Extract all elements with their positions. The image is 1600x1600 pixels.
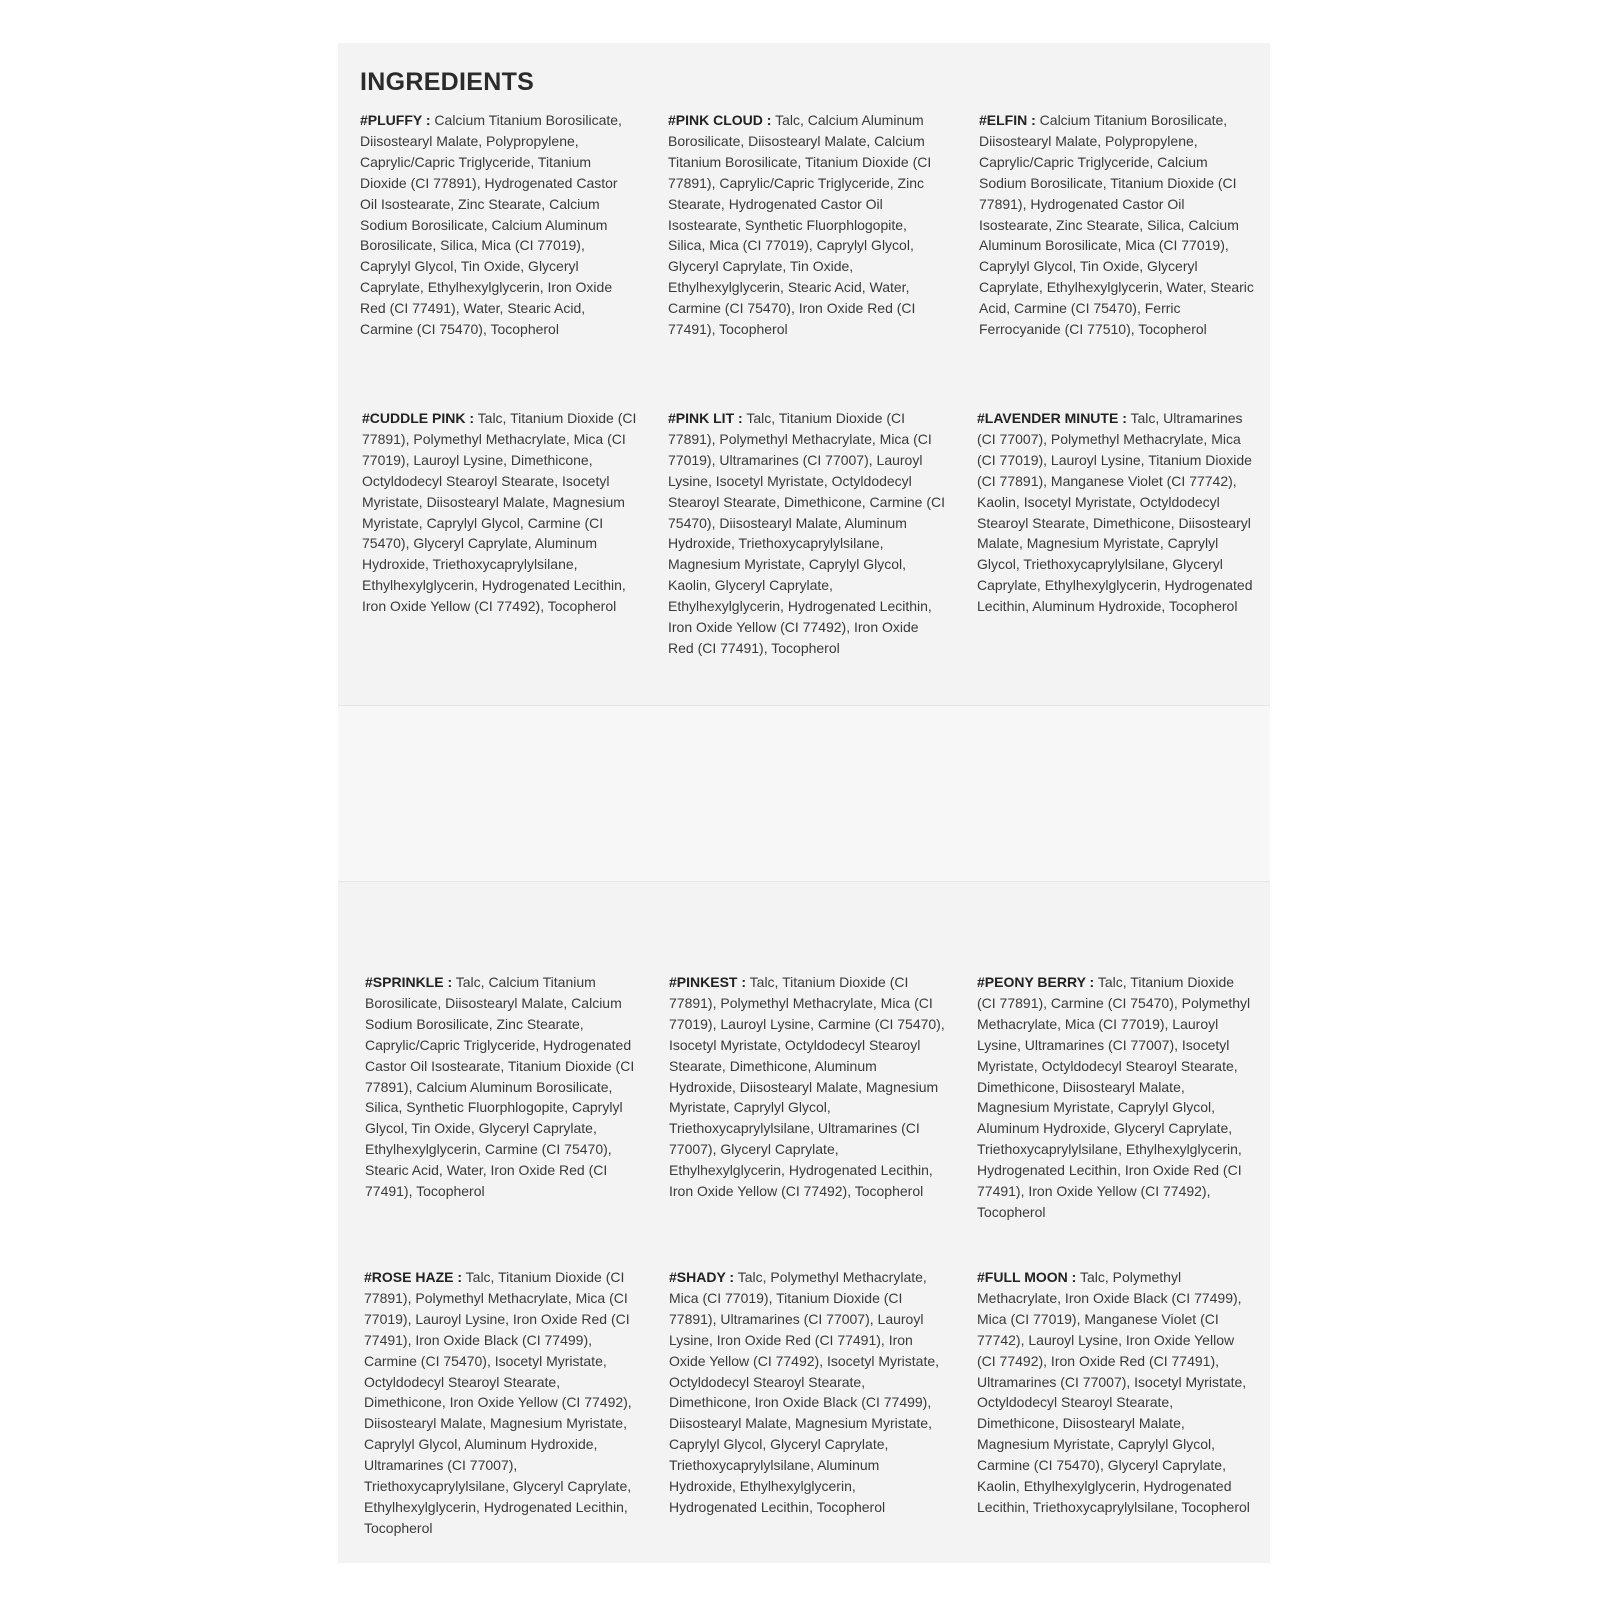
ingredient-list: Talc, Calcium Aluminum Borosilicate, Diisostearyl Malate, Calcium Titanium Borosilicate, Titanium Dioxide (CI 77891), Caprylic/Capric Triglyceride, Zinc Stearate, Hydrogenated Castor Oil Isostearate, Synthetic Fluorphlogopite, Silica, Mica (CI 77019), Caprylyl Glycol, Glyceryl Caprylate, Tin Oxide, Ethylhexylglycerin, Stearic Acid, Water, Carmine (CI 75470), Iron Oxide Red (CI 77491), Tocopherol <box>668 112 932 338</box>
shade-name: #FULL MOON : <box>977 1269 1077 1285</box>
shade-name: #ROSE HAZE : <box>364 1269 463 1285</box>
shade-name: #SHADY : <box>669 1269 735 1285</box>
ingredient-list: Talc, Calcium Titanium Borosilicate, Diisostearyl Malate, Calcium Sodium Borosilicate, Zinc Stearate, Caprylic/Capric Triglyceride, Hydrogenated Castor Oil Isostearate, Titanium Dioxide (CI 77891), Calcium Aluminum Borosilicate, Silica, Synthetic Fluorphlogopite, Caprylyl Glycol, Tin Oxide, Glyceryl Caprylate, Ethylhexylglycerin, Carmine (CI 75470), Stearic Acid, Water, Iron Oxide Red (CI 77491), Tocopherol <box>365 974 635 1200</box>
ingredient-entry-shady <box>669 1267 947 1518</box>
shade-name: #CUDDLE PINK : <box>362 410 475 426</box>
ingredient-entry-peony-berry <box>977 972 1255 1223</box>
ingredient-entry-full-moon <box>977 1267 1255 1518</box>
ingredient-list: Talc, Titanium Dioxide (CI 77891), Polymethyl Methacrylate, Mica (CI 77019), Lauroyl Lysine, Iron Oxide Red (CI 77491), Iron Oxide Black (CI 77499), Carmine (CI 75470), Isocetyl Myristate, Octyldodecyl Stearoyl Stearate, Dimethicone, Iron Oxide Yellow (CI 77492), Diisostearyl Malate, Magnesium Myristate, Caprylyl Glycol, Aluminum Hydroxide, Ultramarines (CI 77007), Triethoxycaprylylsilane, Glyceryl Caprylate, Ethylhexylglycerin, Hydrogenated Lecithin, Tocopherol <box>364 1269 632 1536</box>
ingredient-entry-pink-cloud <box>668 110 946 340</box>
shade-name: #ELFIN : <box>979 112 1036 128</box>
ingredient-list: Talc, Titanium Dioxide (CI 77891), Polymethyl Methacrylate, Mica (CI 77019), Lauroyl Lysine, Carmine (CI 75470), Isocetyl Myristate, Octyldodecyl Stearoyl Stearate, Dimethicone, Aluminum Hydroxide, Diisostearyl Malate, Magnesium Myristate, Caprylyl Glycol, Triethoxycaprylylsilane, Ultramarines (CI 77007), Glyceryl Caprylate, Ethylhexylglycerin, Hydrogenated Lecithin, Iron Oxide Yellow (CI 77492), Tocopherol <box>669 974 945 1200</box>
shade-name: #PINKEST : <box>669 974 747 990</box>
shade-name: #PINK LIT : <box>668 410 743 426</box>
shade-name: #PLUFFY : <box>360 112 431 128</box>
ingredient-entry-pink-lit <box>668 408 946 659</box>
ingredient-list: Talc, Polymethyl Methacrylate, Iron Oxide Black (CI 77499), Mica (CI 77019), Manganese Violet (CI 77742), Lauroyl Lysine, Iron Oxide Yellow (CI 77492), Iron Oxide Red (CI 77491), Ultramarines (CI 77007), Isocetyl Myristate, Octyldodecyl Stearoyl Stearate, Dimethicone, Diisostearyl Malate, Magnesium Myristate, Caprylyl Glycol, Carmine (CI 75470), Glyceryl Caprylate, Kaolin, Ethylhexylglycerin, Hydrogenated Lecithin, Triethoxycaprylylsilane, Tocopherol <box>977 1269 1250 1515</box>
ingredient-entry-elfin <box>979 110 1257 340</box>
ingredient-entry-cuddle-pink <box>362 408 640 617</box>
ingredient-list: Calcium Titanium Borosilicate, Diisostearyl Malate, Polypropylene, Caprylic/Capric Triglyceride, Titanium Dioxide (CI 77891), Hydrogenated Castor Oil Isostearate, Zinc Stearate, Calcium Sodium Borosilicate, Calcium Aluminum Borosilicate, Silica, Mica (CI 77019), Caprylyl Glycol, Tin Oxide, Glyceryl Caprylate, Ethylhexylglycerin, Iron Oxide Red (CI 77491), Water, Stearic Acid, Carmine (CI 75470), Tocopherol <box>360 112 622 338</box>
ingredient-list: Calcium Titanium Borosilicate, Diisostearyl Malate, Polypropylene, Caprylic/Capric Triglyceride, Calcium Sodium Borosilicate, Titanium Dioxide (CI 77891), Hydrogenated Castor Oil Isostearate, Zinc Stearate, Silica, Calcium Aluminum Borosilicate, Mica (CI 77019), Caprylyl Glycol, Tin Oxide, Glyceryl Caprylate, Ethylhexylglycerin, Water, Stearic Acid, Carmine (CI 75470), Ferric Ferrocyanide (CI 77510), Tocopherol <box>979 112 1254 338</box>
ingredient-entry-pinkest <box>669 972 947 1202</box>
shade-name: #PINK CLOUD : <box>668 112 772 128</box>
ingredient-list: Talc, Titanium Dioxide (CI 77891), Carmine (CI 75470), Polymethyl Methacrylate, Mica (CI 77019), Lauroyl Lysine, Ultramarines (CI 77007), Isocetyl Myristate, Octyldodecyl Stearoyl Stearate, Dimethicone, Diisostearyl Malate, Magnesium Myristate, Caprylyl Glycol, Aluminum Hydroxide, Glyceryl Caprylate, Triethoxycaprylylsilane, Ethylhexylglycerin, Hydrogenated Lecithin, Iron Oxide Red (CI 77491), Iron Oxide Yellow (CI 77492), Tocopherol <box>977 974 1251 1220</box>
shade-name: #PEONY BERRY : <box>977 974 1095 990</box>
ingredient-list: Talc, Ultramarines (CI 77007), Polymethyl Methacrylate, Mica (CI 77019), Lauroyl Lysine, Titanium Dioxide (CI 77891), Manganese Violet (CI 77742), Kaolin, Isocetyl Myristate, Octyldodecyl Stearoyl Stearate, Dimethicone, Diisostearyl Malate, Magnesium Myristate, Caprylyl Glycol, Triethoxycaprylylsilane, Glyceryl Caprylate, Ethylhexylglycerin, Hydrogenated Lecithin, Aluminum Hydroxide, Tocopherol <box>977 410 1253 615</box>
ingredient-entry-sprinkle <box>365 972 643 1202</box>
fold-panel <box>338 706 1270 882</box>
page-title: INGREDIENTS <box>360 68 535 96</box>
ingredient-list: Talc, Titanium Dioxide (CI 77891), Polymethyl Methacrylate, Mica (CI 77019), Ultramarines (CI 77007), Lauroyl Lysine, Isocetyl Myristate, Octyldodecyl Stearoyl Stearate, Dimethicone, Carmine (CI 75470), Diisostearyl Malate, Aluminum Hydroxide, Triethoxycaprylylsilane, Magnesium Myristate, Caprylyl Glycol, Kaolin, Glyceryl Caprylate, Ethylhexylglycerin, Hydrogenated Lecithin, Iron Oxide Yellow (CI 77492), Iron Oxide Red (CI 77491), Tocopherol <box>668 410 945 656</box>
shade-name: #LAVENDER MINUTE : <box>977 410 1127 426</box>
ingredient-list: Talc, Polymethyl Methacrylate, Mica (CI 77019), Titanium Dioxide (CI 77891), Ultramarines (CI 77007), Lauroyl Lysine, Iron Oxide Red (CI 77491), Iron Oxide Yellow (CI 77492), Isocetyl Myristate, Octyldodecyl Stearoyl Stearate, Dimethicone, Iron Oxide Black (CI 77499), Diisostearyl Malate, Magnesium Myristate, Caprylyl Glycol, Glyceryl Caprylate, Triethoxycaprylylsilane, Aluminum Hydroxide, Ethylhexylglycerin, Hydrogenated Lecithin, Tocopherol <box>669 1269 940 1515</box>
shade-name: #SPRINKLE : <box>365 974 453 990</box>
ingredient-entry-rose-haze <box>364 1267 642 1539</box>
ingredient-entry-pluffy <box>360 110 638 340</box>
ingredient-list: Talc, Titanium Dioxide (CI 77891), Polymethyl Methacrylate, Mica (CI 77019), Lauroyl Lysine, Dimethicone, Octyldodecyl Stearoyl Stearate, Isocetyl Myristate, Diisostearyl Malate, Magnesium Myristate, Caprylyl Glycol, Carmine (CI 75470), Glyceryl Caprylate, Aluminum Hydroxide, Triethoxycaprylylsilane, Ethylhexylglycerin, Hydrogenated Lecithin, Iron Oxide Yellow (CI 77492), Tocopherol <box>362 410 637 615</box>
ingredient-entry-lavender-minute <box>977 408 1255 617</box>
